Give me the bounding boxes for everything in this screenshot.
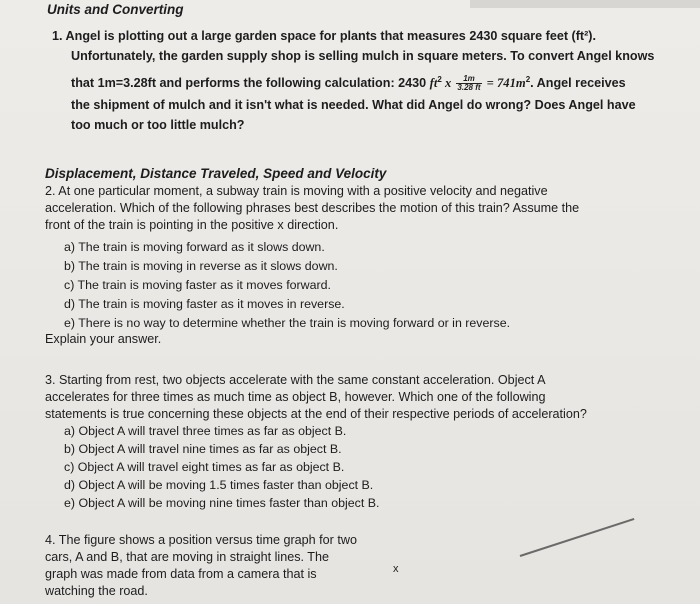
- q2-explain: Explain your answer.: [45, 332, 162, 346]
- q1-line2: Unfortunately, the garden supply shop is selling mulch in square meters. To convert Angel knows: [71, 49, 655, 63]
- q1-calc-ft: ft: [429, 76, 438, 91]
- q2-option-a: a) The train is moving forward as it slows down.: [64, 240, 325, 254]
- top-edge-strip: [470, 0, 700, 8]
- q4-line1: 4. The figure shows a position versus time graph for two: [45, 533, 357, 547]
- q3-line1: 3. Starting from rest, two objects accelerate with the same constant acceleration. Object A: [45, 373, 546, 387]
- q3-option-b: b) Object A will travel nine times as far as object B.: [64, 442, 342, 456]
- q4-line2: cars, A and B, that are moving in straight lines. The: [45, 550, 329, 564]
- q1-fraction: [456, 75, 481, 92]
- stray-x-mark: x: [393, 563, 399, 575]
- q4-line4: watching the road.: [45, 584, 148, 598]
- q2-option-d: d) The train is moving faster as it moves in reverse.: [64, 297, 345, 311]
- q1-line1: 1. Angel is plotting out a large garden space for plants that measures 2430 square feet (ft²).: [52, 29, 596, 43]
- q2-option-c: c) The train is moving faster as it moves forward.: [64, 278, 331, 292]
- q3-line3: statements is true concerning these objects at the end of their respective periods of acceleration?: [45, 407, 587, 421]
- q1-frac-num: 1m: [456, 75, 481, 84]
- q2-line1: 2. At one particular moment, a subway train is moving with a positive velocity and negative: [45, 184, 548, 198]
- q1-frac-den: 3.28 ft: [457, 83, 481, 93]
- q3-option-c: c) Object A will travel eight times as far as object B.: [64, 460, 345, 474]
- q2-line2: acceleration. Which of the following phrases best describes the motion of this train? Assume the: [45, 201, 580, 215]
- page-title: Units and Converting: [47, 2, 184, 17]
- q2-option-e: e) There is no way to determine whether the train is moving forward or in reverse.: [64, 316, 511, 330]
- q3-option-a: a) Object A will travel three times as far as object B.: [64, 424, 347, 438]
- pen-line-mark: [520, 518, 635, 557]
- q2-option-b: b) The train is moving in reverse as it slows down.: [64, 259, 338, 273]
- q3-option-d: d) Object A will be moving 1.5 times faster than object B.: [64, 478, 374, 492]
- q3-option-e: e) Object A will be moving nine times faster than object B.: [64, 496, 380, 510]
- q1-calc-result: = 741m: [483, 76, 526, 91]
- q1-line3-text: that 1m=3.28ft and performs the following calculation: 2430: [71, 76, 430, 91]
- q3-line2: accelerates for three times as much time as object B, however. Which one of the following: [45, 390, 546, 404]
- q4-line3: graph was made from data from a camera that is: [45, 567, 317, 581]
- q1-line5: too much or too little mulch?: [71, 118, 245, 132]
- q1-line4: the shipment of mulch and it isn't what is needed. What did Angel do wrong? Does Angel have: [71, 98, 636, 112]
- section-2-title: Displacement, Distance Traveled, Speed and Velocity: [45, 166, 387, 181]
- q1-calc-x: x: [441, 76, 455, 91]
- q1-line3: that 1m=3.28ft and performs the following calculation: 2430 $ft^2$ x $\frac{1m}{3.28 ft}$ = $741m^2$. Angel receives: [71, 74, 626, 93]
- q2-line3: front of the train is pointing in the positive x direction.: [45, 218, 339, 232]
- q1-line3-end: . Angel receives: [530, 76, 626, 91]
